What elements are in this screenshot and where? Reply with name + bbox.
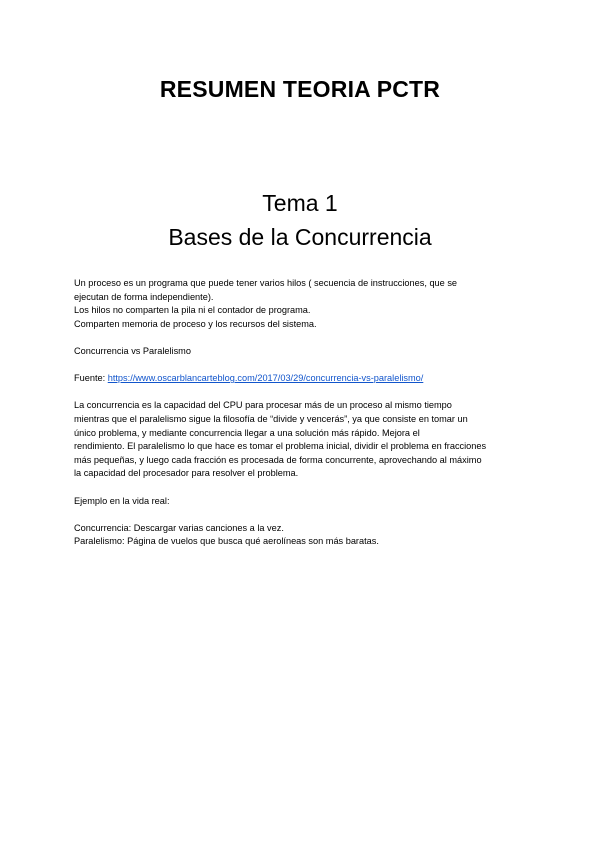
topic-title: Bases de la Concurrencia <box>168 224 432 250</box>
paragraph-line: mientras que el paralelismo sigue la filosofía de “divide y vencerás”, ya que consiste en tomar un <box>74 413 468 424</box>
intro-line: Los hilos no comparten la pila ni el contador de programa. <box>74 305 311 316</box>
paragraph-line: más pequeñas, y luego cada fracción es procesada de forma concurrente, aprovechando al máximo <box>74 454 482 465</box>
topic-number: Tema 1 <box>262 190 338 216</box>
paragraph-line: único problema, y mediante concurrencia llegar a una solución más rápido. Mejora el <box>74 427 420 438</box>
section-heading: Concurrencia vs Paralelismo <box>74 345 191 356</box>
paragraph-line: la capacidad del procesador para resolver el problema. <box>74 468 299 479</box>
source-line <box>74 372 530 386</box>
paragraph-line: La concurrencia es la capacidad del CPU para procesar más de un proceso al mismo tiempo <box>74 400 452 411</box>
example-heading: Ejemplo en la vida real: <box>74 495 170 506</box>
document-body <box>74 277 530 549</box>
spacer <box>74 481 530 495</box>
source-link[interactable]: https://www.oscarblancarteblog.com/2017/03/29/concurrencia-vs-paralelismo/ <box>107 373 424 384</box>
spacer <box>74 359 530 373</box>
intro-line: Comparten memoria de proceso y los recursos del sistema. <box>74 318 317 329</box>
example-line: Concurrencia: Descargar varias canciones a la vez. <box>74 522 284 533</box>
topic-heading <box>0 186 600 254</box>
source-label: Fuente: <box>74 373 108 384</box>
intro-line: Un proceso es un programa que puede tener varios hilos ( secuencia de instrucciones, que se <box>74 278 458 288</box>
spacer <box>74 508 530 522</box>
paragraph-line: rendimiento. El paralelismo lo que hace es tomar el problema inicial, dividir el problema en fracciones <box>74 441 487 452</box>
spacer <box>74 331 530 345</box>
spacer <box>74 386 530 400</box>
document-title: RESUMEN TEORIA PCTR <box>159 76 441 102</box>
example-line: Paralelismo: Página de vuelos que busca qué aerolíneas son más baratas. <box>74 536 379 547</box>
intro-line: ejecutan de forma independiente). <box>74 291 214 302</box>
